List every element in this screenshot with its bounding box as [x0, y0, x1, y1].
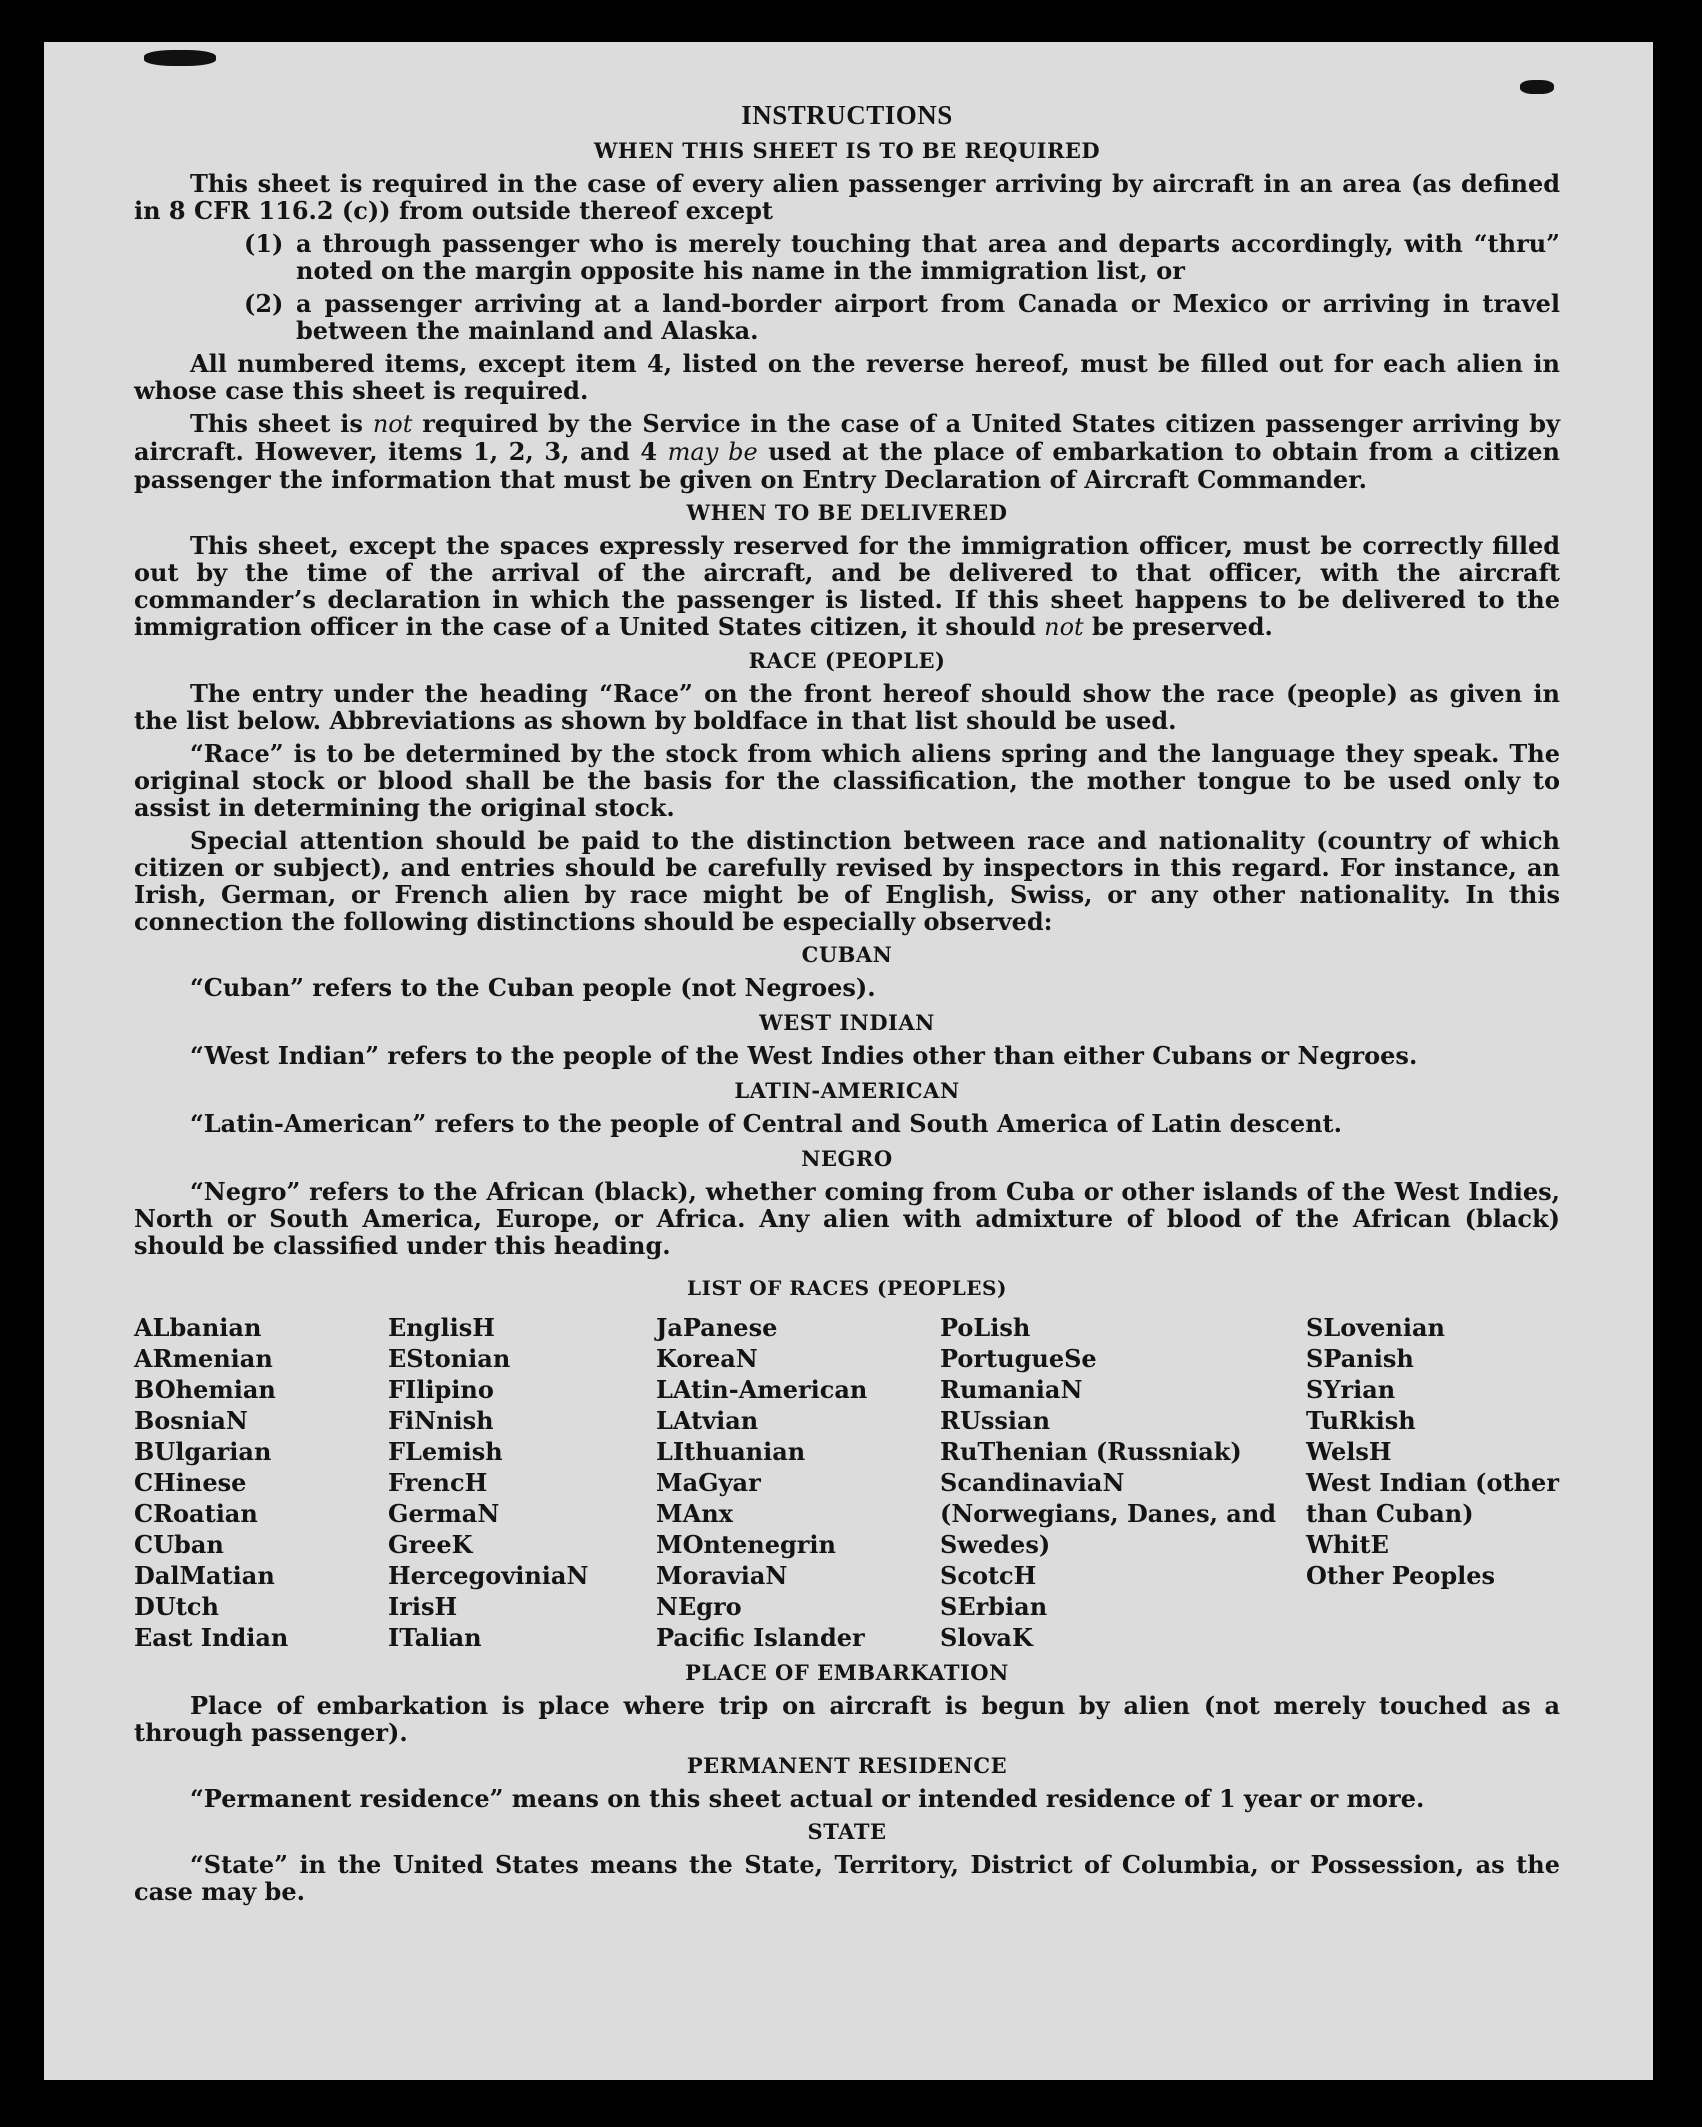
- race-paragraph-3: Special attention should be paid to the distinction between race and nationality (country of which citizen or subject), and entries should be carefully revised by inspectors in this regard. For instance, an Irish, German, or French alien by race might be of English, Swiss, or any other nationality. In this connection the following distinctions should be especially observed:: [134, 826, 1560, 936]
- race-list-item: WelsH: [1306, 1437, 1392, 1466]
- item-text: a passenger arriving at a land-border airport from Canada or Mexico or arriving in travel between the mainland and Alaska.: [296, 289, 1560, 345]
- race-list-item: BosniaN: [134, 1406, 248, 1435]
- emphasis-not: not: [1044, 613, 1084, 641]
- race-list-item: DalMatian: [134, 1561, 275, 1590]
- race-list-item: CUban: [134, 1530, 224, 1559]
- race-list-item: ALbanian: [134, 1313, 262, 1342]
- race-list-item: ScotcH: [940, 1561, 1037, 1590]
- race-list-item: RumaniaN: [940, 1375, 1083, 1404]
- race-list-item: SPanish: [1306, 1344, 1414, 1373]
- race-list-item: East Indian: [134, 1623, 289, 1652]
- race-paragraph-2: “Race” is to be determined by the stock from which aliens spring and the language they speak. The original stock or blood shall be the basis for the classification, the mother tongue to be used only to assist in determining the original stock.: [134, 739, 1560, 822]
- race-list-item: PoLish: [940, 1313, 1031, 1342]
- race-list-item: BUlgarian: [134, 1437, 272, 1466]
- race-list-item: Other Peoples: [1306, 1561, 1496, 1590]
- race-list-item: GermaN: [388, 1499, 500, 1528]
- section-heading-state: STATE: [807, 1819, 887, 1844]
- race-list-item: ScandinaviaN (Norwegians, Danes, and Swedes): [940, 1468, 1277, 1559]
- emphasis-may-be: may be: [667, 438, 758, 466]
- race-list-item: CRoatian: [134, 1499, 258, 1528]
- section-heading-negro: NEGRO: [801, 1146, 893, 1171]
- race-list-item: TuRkish: [1306, 1406, 1416, 1435]
- text-run: used at the place of embarkation to obtain from a citizen passenger the information that must be given on Entry Declaration of Aircraft Commander.: [134, 437, 1560, 494]
- required-paragraph-2: All numbered items, except item 4, listed on the reverse hereof, must be filled out for each alien in whose case this sheet is required.: [134, 349, 1560, 405]
- document-page: [44, 42, 1653, 2080]
- race-list-item: DUtch: [134, 1592, 219, 1621]
- required-paragraph-3: [134, 410, 1560, 493]
- race-paragraph-1: The entry under the heading “Race” on the front hereof should show the race (people) as given in the list below. Abbreviations as shown by boldface in that list should be used.: [134, 679, 1560, 735]
- race-list-item: West Indian (other than Cuban): [1306, 1468, 1559, 1528]
- text-run: This sheet is: [190, 409, 373, 438]
- state-paragraph: “State” in the United States means the State, Territory, District of Columbia, or Possession, as the case may be.: [134, 1850, 1560, 1906]
- races-column: [388, 1312, 656, 1653]
- race-list-item: HercegoviniaN: [388, 1561, 589, 1590]
- races-column: [1306, 1312, 1560, 1653]
- race-list-item: PortugueSe: [940, 1344, 1097, 1373]
- race-list-item: JaPanese: [656, 1313, 778, 1342]
- section-heading-required: WHEN THIS SHEET IS TO BE REQUIRED: [593, 138, 1101, 163]
- race-list-item: FiNnish: [388, 1406, 494, 1435]
- latin-american-definition: “Latin-American” refers to the people of Central and South America of Latin descent.: [190, 1109, 1342, 1138]
- section-heading-race: RACE (PEOPLE): [748, 648, 946, 673]
- races-column: [134, 1312, 388, 1653]
- race-list-item: FIlipino: [388, 1375, 494, 1404]
- text-run: This sheet, except the spaces expressly reserved for the immigration officer, must be correctly filled out by the time of the arrival of the aircraft, and be delivered to that officer, with the aircraft commander’s declaration in which the passenger is listed. If this sheet happens to be delivered to the immigration officer in the case of a United States citizen, it should: [134, 531, 1560, 641]
- text-run: be preserved.: [1083, 612, 1273, 641]
- race-list-item: SLovenian: [1306, 1313, 1445, 1342]
- race-list-item: FLemish: [388, 1437, 503, 1466]
- race-list-item: WhitE: [1306, 1530, 1389, 1559]
- ink-smudge: [144, 50, 216, 66]
- west-indian-definition: “West Indian” refers to the people of the West Indies other than either Cubans or Negroes.: [190, 1041, 1418, 1070]
- numbered-item-1: [244, 230, 1560, 284]
- section-heading-delivered: WHEN TO BE DELIVERED: [686, 500, 1008, 525]
- race-list-item: BOhemian: [134, 1375, 276, 1404]
- section-heading-cuban: CUBAN: [801, 942, 893, 967]
- race-list-item: SYrian: [1306, 1375, 1396, 1404]
- race-list-item: LIthuanian: [656, 1437, 806, 1466]
- race-list-item: EnglisH: [388, 1313, 495, 1342]
- race-list-item: SErbian: [940, 1592, 1048, 1621]
- race-list-item: NEgro: [656, 1592, 742, 1621]
- embarkation-paragraph: Place of embarkation is place where trip on aircraft is begun by alien (not merely touched as a through passenger).: [134, 1691, 1560, 1747]
- delivered-paragraph: [134, 532, 1560, 641]
- section-heading-west-indian: WEST INDIAN: [759, 1010, 935, 1035]
- page-title: INSTRUCTIONS: [741, 100, 953, 130]
- race-list-item: EStonian: [388, 1344, 511, 1373]
- cuban-definition: “Cuban” refers to the Cuban people (not Negroes).: [190, 973, 876, 1002]
- race-list-item: MOntenegrin: [656, 1530, 836, 1559]
- race-list-item: RuThenian (Russniak): [940, 1437, 1242, 1466]
- race-list-item: ITalian: [388, 1623, 482, 1652]
- race-list-item: RUssian: [940, 1406, 1051, 1435]
- races-column: [940, 1312, 1306, 1653]
- race-list-item: IrisH: [388, 1592, 458, 1621]
- section-heading-latin-american: LATIN-AMERICAN: [734, 1078, 960, 1103]
- item-text: a through passenger who is merely touching that area and departs accordingly, with “thru” noted on the margin opposite his name in the immigration list, or: [296, 229, 1560, 285]
- race-list-item: MaGyar: [656, 1468, 761, 1497]
- residence-paragraph: “Permanent residence” means on this sheet actual or intended residence of 1 year or more.: [190, 1784, 1425, 1813]
- list-of-races: [134, 1312, 1560, 1653]
- negro-definition: “Negro” refers to the African (black), whether coming from Cuba or other islands of the West Indies, North or South America, Europe, or Africa. Any alien with admixture of blood of the African (black) should be classified under this heading.: [134, 1177, 1560, 1260]
- numbered-item-2: [244, 290, 1560, 344]
- item-number: (2): [244, 289, 284, 318]
- race-list-item: KoreaN: [656, 1344, 758, 1373]
- section-heading-embarkation: PLACE OF EMBARKATION: [685, 1660, 1009, 1685]
- emphasis-not: not: [372, 410, 413, 438]
- race-list-item: GreeK: [388, 1530, 473, 1559]
- race-list-item: CHinese: [134, 1468, 247, 1497]
- race-list-item: LAtin-American: [656, 1375, 868, 1404]
- race-list-item: MAnx: [656, 1499, 733, 1528]
- instructions-body: [134, 102, 1560, 1911]
- race-list-item: FrencH: [388, 1468, 488, 1497]
- section-heading-residence: PERMANENT RESIDENCE: [686, 1753, 1008, 1778]
- list-of-races-heading: LIST OF RACES (PEOPLES): [687, 1276, 1007, 1300]
- race-list-item: ARmenian: [134, 1344, 273, 1373]
- race-list-item: MoraviaN: [656, 1561, 788, 1590]
- race-list-item: Pacific Islander: [656, 1623, 865, 1652]
- item-number: (1): [244, 229, 284, 258]
- text-run: required by the Service in the case of a United States citizen passenger arriving by aircraft. However, items 1, 2, 3, and 4: [134, 409, 1560, 466]
- race-list-item: LAtvian: [656, 1406, 759, 1435]
- required-intro: This sheet is required in the case of every alien passenger arriving by aircraft in an area (as defined in 8 CFR 116.2 (c)) from outside thereof except: [134, 169, 1560, 225]
- races-column: [656, 1312, 940, 1653]
- race-list-item: SlovaK: [940, 1623, 1033, 1652]
- ink-smudge: [1520, 80, 1554, 94]
